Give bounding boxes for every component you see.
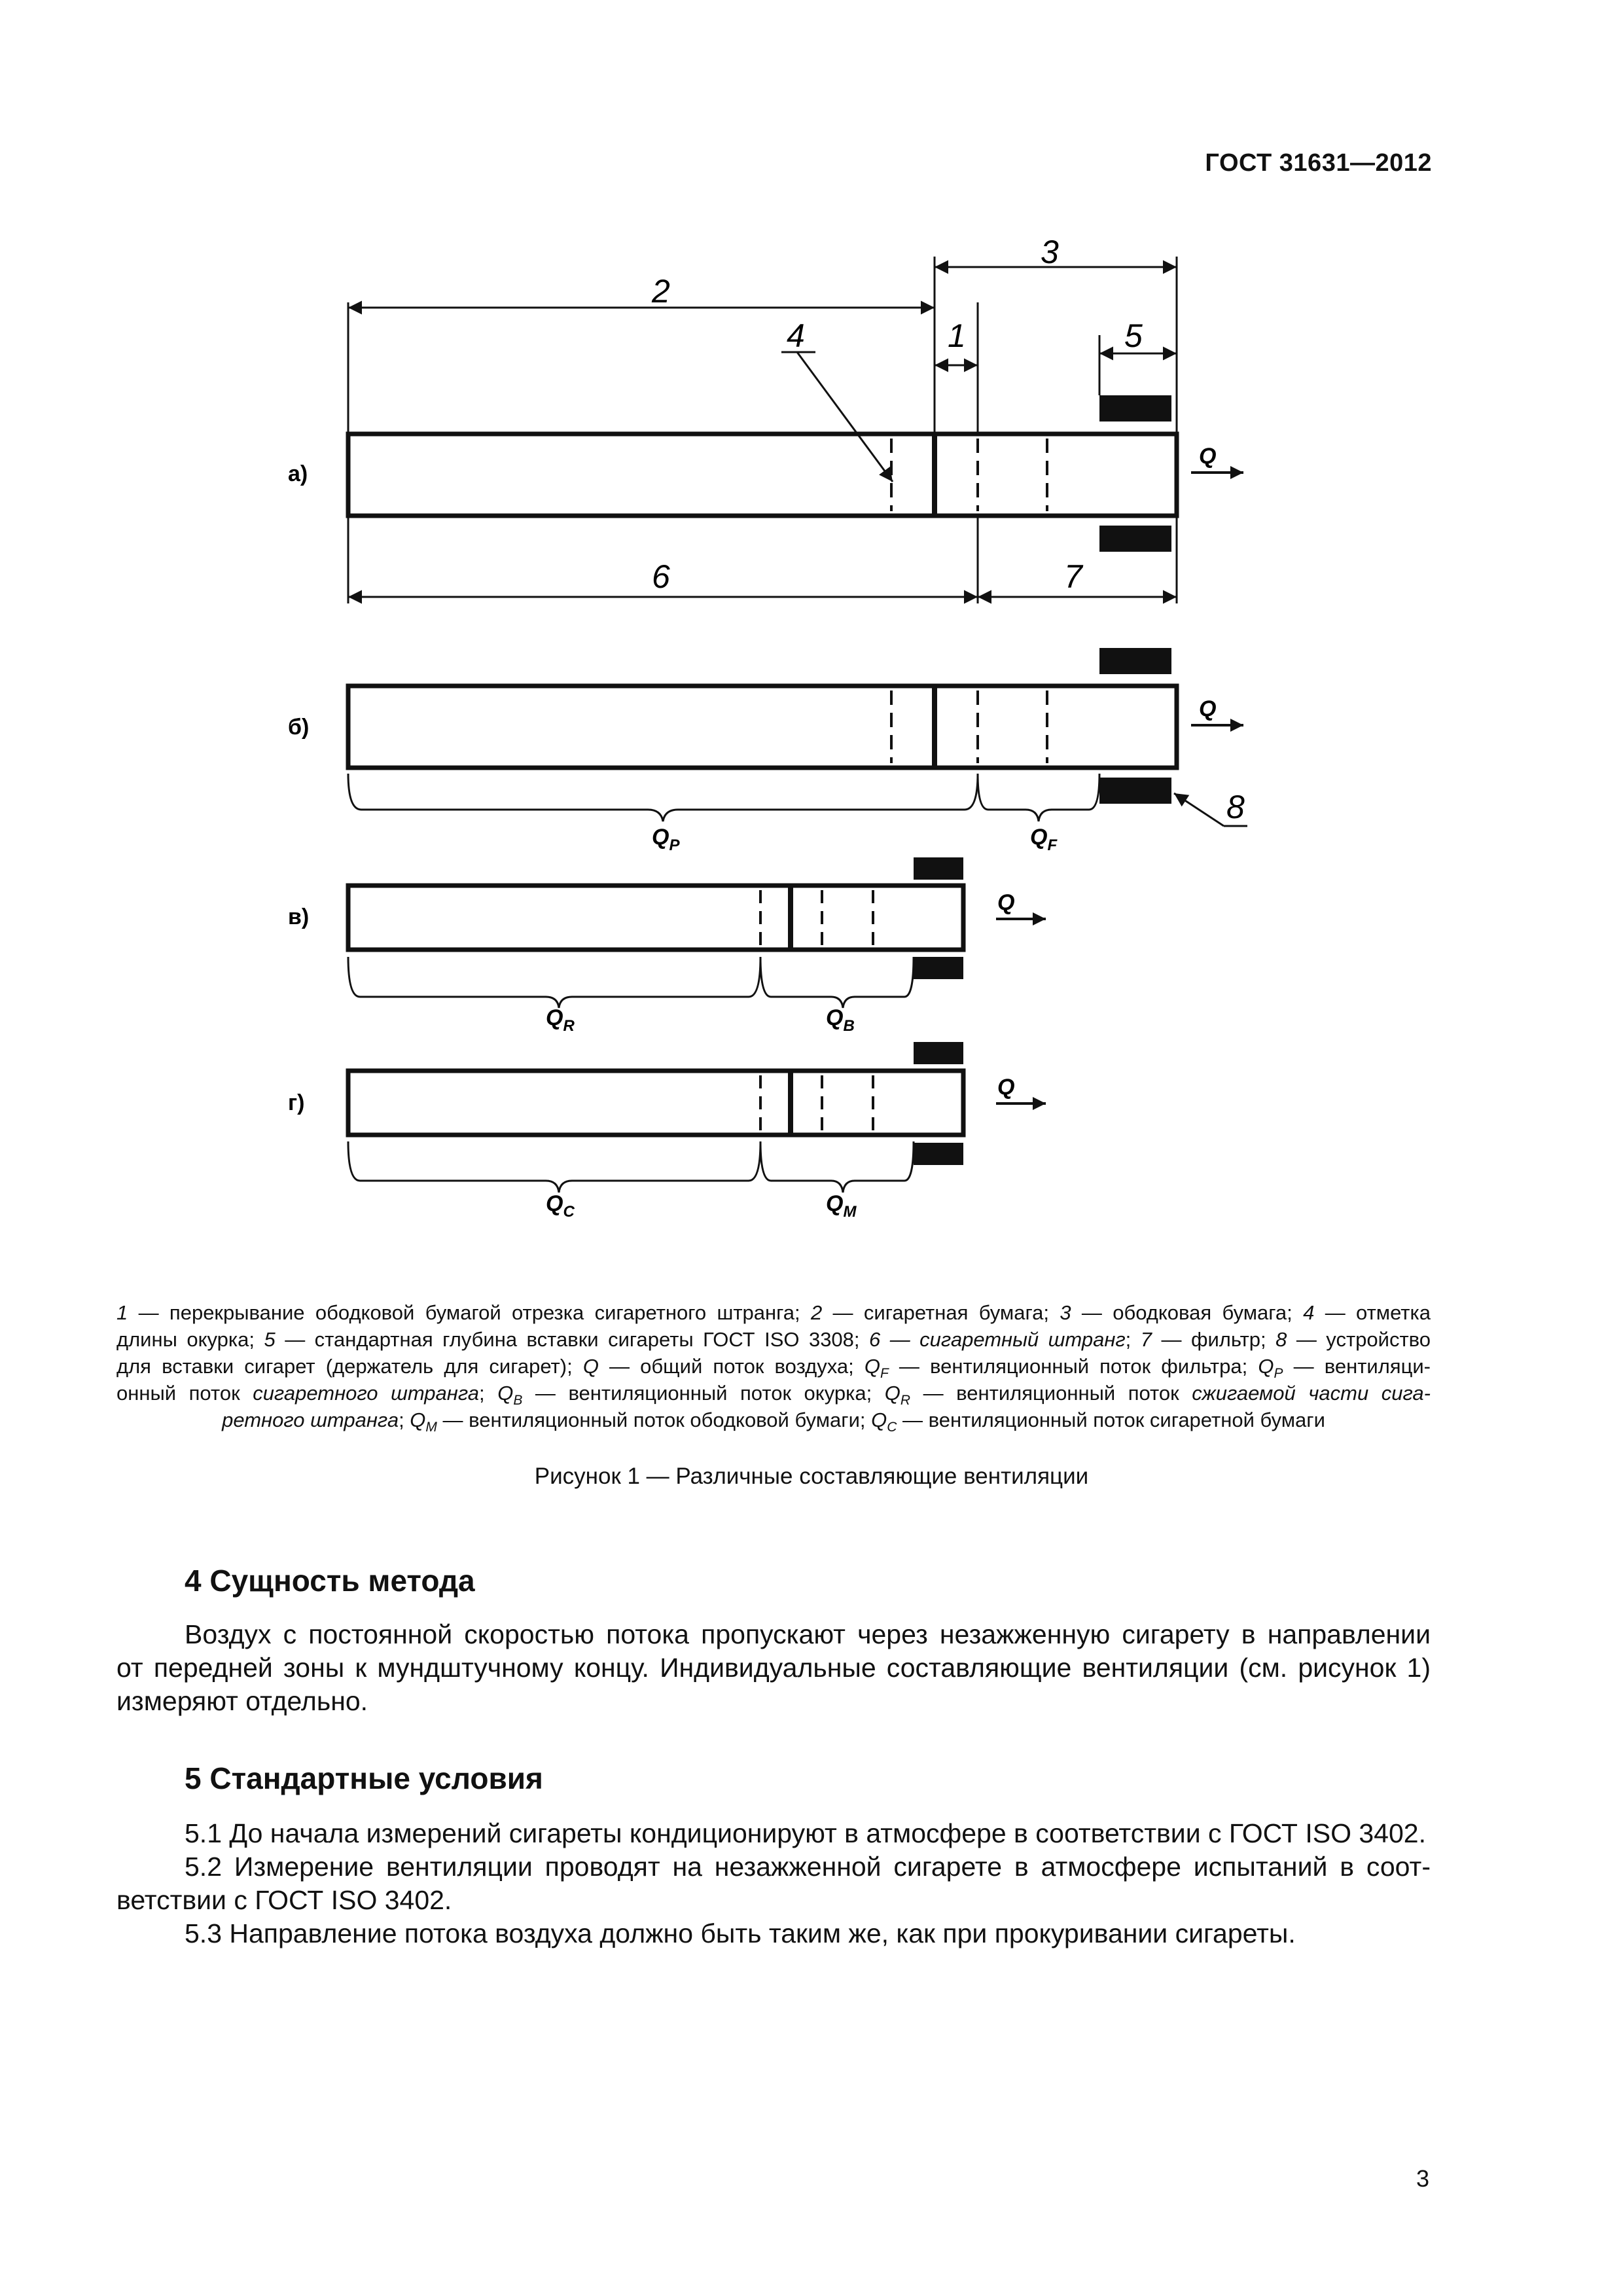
cigarette-outline: [348, 1071, 963, 1135]
cigarette-diagram-d: [288, 1042, 1046, 1221]
cigarette-outline: [348, 434, 1177, 516]
flow-label: Q: [997, 1075, 1015, 1100]
legend-line: ретного штранга; $Q_M$ — вентиляционный поток ободковой бумаги; $Q_C$ — вентиляционный поток сигаретной бумаги: [222, 1408, 1325, 1435]
brace-qf: [978, 774, 1099, 821]
callout-2: 2: [652, 273, 670, 310]
cigarette-diagram-b: [288, 648, 1247, 854]
section-5-heading: 5 Стандартные условия: [185, 1761, 543, 1795]
brace-label-qm: QM: [826, 1191, 857, 1221]
brace-label-qb: QB: [826, 1005, 855, 1035]
brace-qm: [760, 1141, 914, 1193]
legend-line: онный поток сигаретного штранга; $Q_B$ — вентиляционный поток окурка; $Q_R$ — вентиляционный поток сжигаемой части сига-: [116, 1382, 1431, 1408]
brace-qp: [348, 774, 978, 821]
holder-block-bottom: [914, 957, 963, 979]
brace-label-qr: QR: [546, 1005, 575, 1035]
holder-block-bottom: [1099, 526, 1171, 552]
flow-label: Q: [1199, 696, 1217, 721]
cigarette-outline: [348, 686, 1177, 768]
section-5-paragraphs: [116, 1817, 1431, 1950]
callout-7: 7: [1064, 558, 1082, 595]
section-4-paragraph: Воздух с постоянной скоростью потока пропускают через незажженную сигарету в направлении от передней зоны к мундштучному концу. Индивидуальные составляющие вентиляции (см. рисунок 1) измеряют отдельно.: [116, 1619, 1431, 1716]
flow-label: Q: [997, 890, 1015, 915]
paragraph-5-1: 5.1 До начала измерений сигареты кондиционируют в атмосфере в соответствии с ГОСТ ISO 3402.: [185, 1818, 1426, 1848]
brace-label-qp: QP: [652, 825, 680, 854]
legend-line: длины окурка; 5 — стандартная глубина вставки сигареты ГОСТ ISO 3308; 6 — сигаретный штранг; 7 — фильтр; 8 — устройство: [116, 1328, 1431, 1351]
cigarette-diagram-a: [288, 234, 1243, 603]
row-label-c: в): [288, 905, 310, 929]
figure-caption: Рисунок 1 — Различные составляющие вентиляции: [534, 1463, 1089, 1489]
flow-label: Q: [1199, 444, 1217, 469]
row-label-a: а): [288, 461, 308, 486]
holder-block-top: [914, 1042, 963, 1064]
brace-qr: [348, 957, 760, 1008]
paragraph-5-2-cont: ветствии с ГОСТ ISO 3402.: [116, 1885, 452, 1915]
page-number: 3: [1416, 2165, 1429, 2192]
row-label-b: б): [288, 715, 310, 740]
callout-4-leader: [797, 352, 893, 482]
figure-legend: [116, 1299, 1431, 1433]
cigarette-diagram-c: [288, 857, 1046, 1035]
holder-block-top: [1099, 648, 1171, 674]
callout-1: 1: [948, 317, 966, 354]
callout-5: 5: [1124, 317, 1143, 354]
holder-block-bottom: [914, 1143, 963, 1165]
legend-line: для вставки сигарет (держатель для сигарет); Q — общий поток воздуха; $Q_F$ — вентиляционный поток фильтра; $Q_P$ — вентиляци-: [116, 1355, 1431, 1382]
paragraph-5-3: 5.3 Направление потока воздуха должно быть таким же, как при прокуривании сигареты.: [185, 1918, 1296, 1948]
callout-3: 3: [1041, 234, 1059, 270]
callout-8: 8: [1226, 789, 1245, 825]
callout-6: 6: [652, 558, 670, 595]
paragraph-5-2: 5.2 Измерение вентиляции проводят на незажженной сигарете в атмосфере испытаний в соот-: [185, 1852, 1431, 1882]
brace-label-qc: QC: [546, 1191, 575, 1221]
callout-8-leader: [1174, 793, 1224, 826]
section-4-heading: 4 Сущность метода: [185, 1564, 475, 1598]
holder-block-bottom: [1099, 778, 1171, 804]
row-label-d: г): [288, 1090, 305, 1115]
brace-qb: [760, 957, 914, 1008]
cigarette-outline: [348, 886, 963, 950]
brace-qc: [348, 1141, 760, 1193]
callout-4: 4: [787, 317, 805, 354]
document-number: ГОСТ 31631—2012: [1205, 149, 1432, 177]
holder-block-top: [1099, 395, 1171, 422]
legend-line: 1 — перекрывание ободковой бумагой отрезка сигаретного штранга; 2 — сигаретная бумага; 3 — ободковая бумага; 4 — отметка: [116, 1301, 1431, 1324]
holder-block-top: [914, 857, 963, 880]
brace-label-qf: QF: [1030, 825, 1058, 854]
